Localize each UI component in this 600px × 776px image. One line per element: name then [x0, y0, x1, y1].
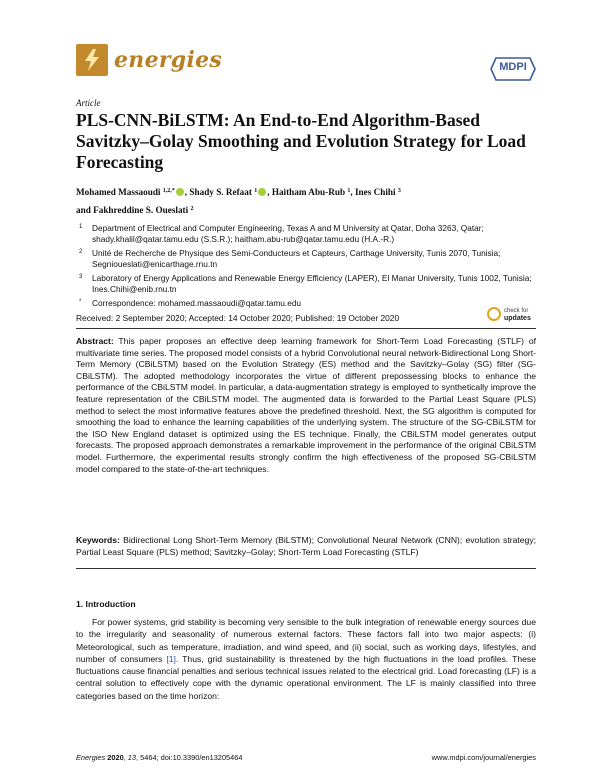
mdpi-label: MDPI — [499, 61, 527, 73]
affiliation-item: 3 Laboratory of Energy Applications and Renewable Energy Efficiency (LAPER), El Manar University, Tunis 1002, Tunisia; Ines.Chihi@enib.rnu.tn — [79, 273, 532, 294]
check-for-updates-badge[interactable]: check for updates — [487, 304, 535, 326]
journal-name: energies — [114, 47, 223, 73]
author[interactable]: Shady S. Refaat $^1$ , — [189, 187, 272, 197]
lightning-bolt-icon — [81, 48, 103, 72]
keywords-label: Keywords: — [76, 535, 120, 545]
footer-citation: Energies 2020, 13, 5464; doi:10.3390/en13205464 — [76, 753, 243, 762]
author[interactable]: Mohamed Massaoudi $^{1,2,*}$ , — [76, 187, 190, 197]
divider — [76, 568, 536, 569]
journal-header — [76, 44, 536, 84]
affiliation-item: 1 Department of Electrical and Computer Engineering, Texas A and M University at Qatar, Doha 3263, Qatar; shady.khalil@qatar.tamu.edu (S.S.R.); haitham.abu-rub@qatar.tamu.edu (H.A.-R.) — [79, 223, 484, 244]
introduction-paragraph: For power systems, grid stability is becoming very sensible to the bulk integration of renewable energy sources due to the irregularity and seasonality of numerous external factors. These factors fall into two major aspects: (i) Meteorological, such as temperature, irradiation, and wind speed, and (ii) social, such as working days, lifestyles, and number of consumers [1]. Thus, grid sustainability is threatened by the high fluctuations in the load profiles. These fluctuations cause financial penalties and serious technical issues related to the electrical grid. Load forecasting (LF) is a central solution to effectively cope with the dynamic operational environment. The LF is mainly classified into three categories based on the time horizon: — [76, 617, 536, 701]
paper-title: PLS-CNN-BiLSTM: An End-to-End Algorithm-Based Savitzky–Golay Smoothing and Evolution Strategy for Load Forecasting — [76, 110, 526, 172]
author[interactable]: and Fakhreddine S. Oueslati $^2$ — [76, 205, 194, 215]
keywords-text: Bidirectional Long Short-Term Memory (BiLSTM); Convolutional Neural Network (CNN); evolution strategy; Partial Least Square (PLS) method; Savitzky–Golay; Short-Term Load Forecasting (STLF) — [76, 535, 536, 557]
orcid-icon[interactable] — [176, 188, 184, 196]
author-list — [76, 183, 536, 219]
citation-link[interactable]: [1] — [166, 653, 176, 664]
author[interactable]: Haitham Abu-Rub $^1$, — [271, 187, 355, 197]
section-heading: 1. Introduction — [76, 599, 136, 609]
correspondence: * Correspondence: mohamed.massaoudi@qatar.tamu.edu — [79, 298, 302, 308]
abstract-text: This paper proposes an effective deep learning framework for Short-Term Load Forecasting (STLF) of multivariate time series. The proposed model consists of a hybrid Convolutional neural network-Bidirectional Long Short-Term Memory (CBiLSTM) based on the Evolution Strategy (ES) method and the Savitzky–Golay (SG) filter (SG-CBiLSTM). The adopted methodology incorporates the virtue of different prepossessing blocks to enhance the performance of the CBiLSTM model. In particular, a data-augmentation strategy is employed to synthetically improve the feature representation of the CBiLSTM model. The augmented data is forwarded to the Partial Least Square (PLS) method to select the most informative features above the predefined threshold. Next, the SG algorithm is computed for smoothing the load to enhance the learning capabilities of the underlying system. The structure of the SG-CBiLSTM for the ISO New England dataset is optimized using the ES technique. Finally, the CBiLSTM model generates output forecasts. The proposed approach demonstrates a remarkable improvement in the performance of the original CBiLSTM model. Furthermore, the experimental results strongly confirm the high effectiveness of the proposed SG-CBiLSTM model compared to the state-of-the-art techniques. — [76, 336, 537, 474]
author[interactable]: Ines Chihi $^3$ — [354, 187, 401, 197]
divider — [76, 328, 536, 329]
check-updates-icon — [487, 307, 501, 321]
abstract-label: Abstract: — [76, 336, 114, 346]
affiliations — [76, 223, 536, 312]
journal-logo — [76, 44, 108, 76]
article-type: Article — [76, 98, 101, 108]
mdpi-logo — [490, 56, 536, 82]
orcid-icon[interactable] — [258, 188, 266, 196]
keywords — [76, 535, 536, 558]
footer-url[interactable]: www.mdpi.com/journal/energies — [431, 753, 536, 762]
affiliation-item: 2 Unité de Recherche de Physique des Semi-Conducteurs et Capteurs, Carthage University, Tunis 2070, Tunisia; Segnioueslati@enicarthage.rnu.tn — [79, 248, 501, 269]
publication-dates: Received: 2 September 2020; Accepted: 14 October 2020; Published: 19 October 2020 — [76, 313, 400, 323]
abstract — [76, 336, 536, 475]
